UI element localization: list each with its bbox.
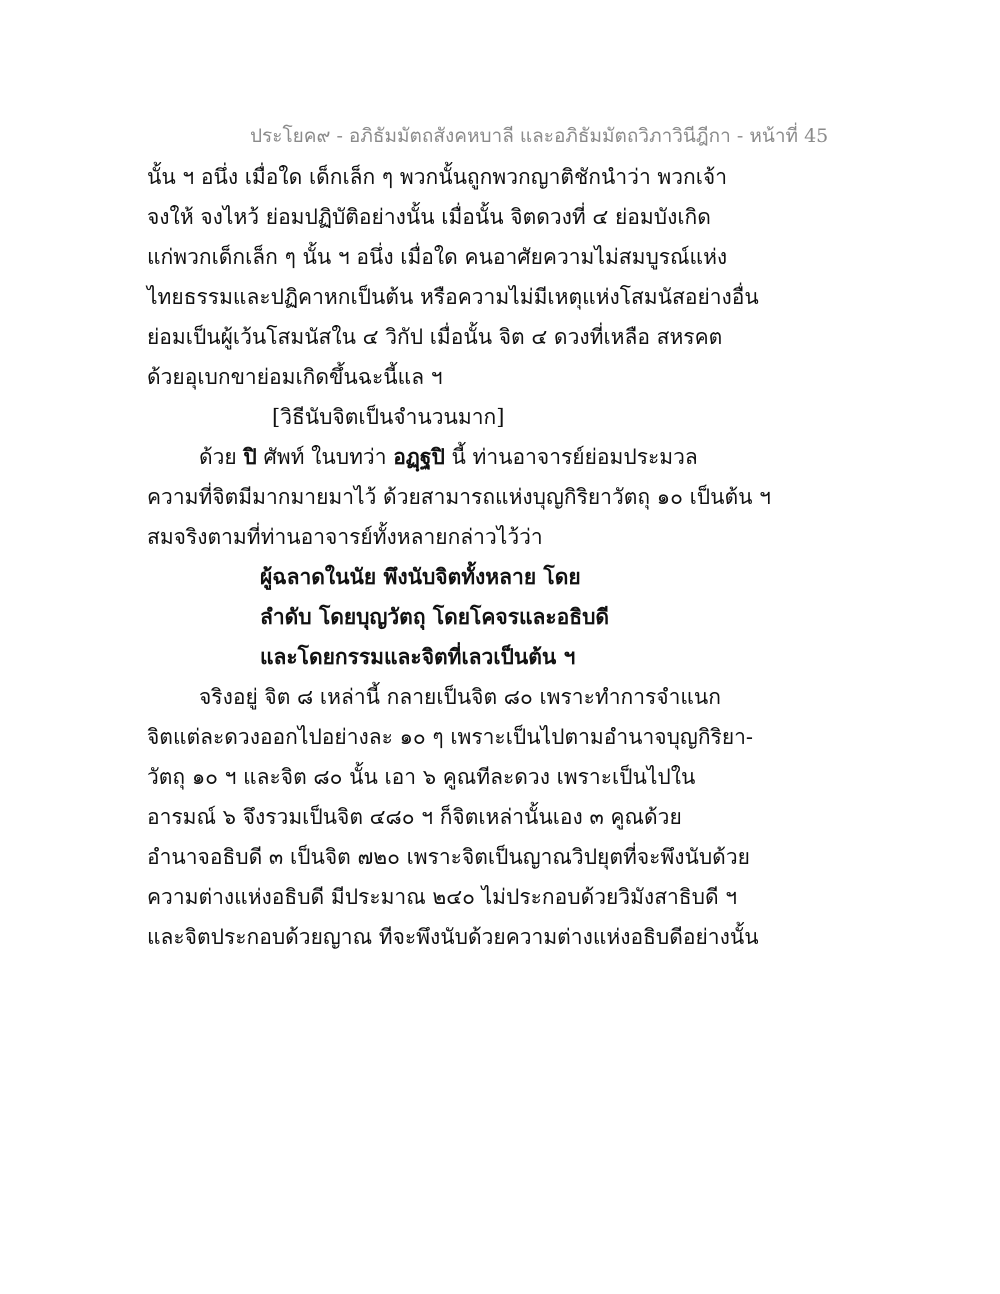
- paragraph-3-line: และจิตประกอบด้วยญาณ ทีจะพึงนับด้วยความต่างแห่งอธิบดีอย่างนั้น: [147, 925, 759, 949]
- paragraph-3-line: จริงอยู่ จิต ๘ เหล่านี้ กลายเป็นจิต ๘๐ เพราะทำการจำแนก: [199, 685, 721, 709]
- paragraph-1-line: ไทยธรรมและปฏิคาหกเป็นต้น หรือความไม่มีเหตุแห่งโสมนัสอย่างอื่น: [147, 285, 759, 309]
- text-run: ด้วย: [199, 445, 244, 469]
- bold-term-pi: ปิ: [243, 444, 257, 469]
- paragraph-2-line: สมจริงตามที่ท่านอาจารย์ทั้งหลายกล่าวไว้ว่า: [147, 525, 543, 549]
- paragraph-3-line: ความต่างแห่งอธิบดี มีประมาณ ๒๔๐ ไม่ประกอบด้วยวิมังสาธิบดี ฯ: [147, 885, 738, 909]
- paragraph-1-line: ย่อมเป็นผู้เว้นโสมนัสใน ๔ วิกัป เมื่อนั้น จิต ๔ ดวงที่เหลือ สหรคต: [147, 325, 723, 349]
- verse-line: ลำดับ โดยบุญวัตถุ โดยโคจรและอธิบดี: [260, 604, 610, 629]
- paragraph-1-line: นั้น ฯ อนึ่ง เมื่อใด เด็กเล็ก ๆ พวกนั้นถูกพวกญาติชักนำว่า พวกเจ้า: [147, 165, 728, 189]
- verse-line: ผู้ฉลาดในนัย พึงนับจิตทั้งหลาย โดย: [260, 564, 581, 589]
- paragraph-1-line: จงให้ จงไหว้ ย่อมปฏิบัติอย่างนั้น เมื่อนั้น จิตดวงที่ ๔ ย่อมบังเกิด: [147, 205, 711, 229]
- text-run: ศัพท์ ในบทว่า: [256, 445, 394, 469]
- paragraph-3-line: อารมณ์ ๖ จึงรวมเป็นจิต ๔๘๐ ฯ ก็จิตเหล่านั้นเอง ๓ คูณด้วย: [147, 805, 682, 829]
- paragraph-2-first-line: [147, 437, 727, 477]
- paragraph-3-line: จิตแต่ละดวงออกไปอย่างละ ๑๐ ๆ เพราะเป็นไปตามอำนาจบุญกิริยา-: [147, 725, 754, 749]
- page-header: ประโยค๙ - อภิธัมมัตถสังคหบาลี และอภิธัมมัตถวิภาวินีฎีกา - หน้าที่ 45: [250, 125, 829, 147]
- bold-term-atthapi: อฏฺฐปิ: [393, 444, 445, 469]
- text-run: นี้ ท่านอาจารย์ย่อมประมวล: [444, 445, 698, 469]
- paragraph-3-line: วัตถุ ๑๐ ฯ และจิต ๘๐ นั้น เอา ๖ คูณทีละดวง เพราะเป็นไปใน: [147, 765, 696, 789]
- paragraph-1-line: แก่พวกเด็กเล็ก ๆ นั้น ฯ อนึ่ง เมื่อใด คนอาศัยความไม่สมบูรณ์แห่ง: [147, 245, 728, 269]
- verse-line: และโดยกรรมและจิตที่เลวเป็นต้น ฯ: [260, 644, 576, 669]
- section-heading: [วิธีนับจิตเป็นจำนวนมาก]: [272, 405, 505, 429]
- paragraph-3-line: อำนาจอธิบดี ๓ เป็นจิต ๗๒๐ เพราะจิตเป็นญาณวิปยุตที่จะพึงนับด้วย: [147, 845, 750, 869]
- paragraph-1-line: ด้วยอุเบกขาย่อมเกิดขึ้นฉะนี้แล ฯ: [147, 365, 443, 389]
- document-body: [147, 157, 771, 957]
- paragraph-2-line: ความที่จิตมีมากมายมาไว้ ด้วยสามารถแห่งบุญกิริยาวัตถุ ๑๐ เป็นต้น ฯ: [147, 485, 771, 509]
